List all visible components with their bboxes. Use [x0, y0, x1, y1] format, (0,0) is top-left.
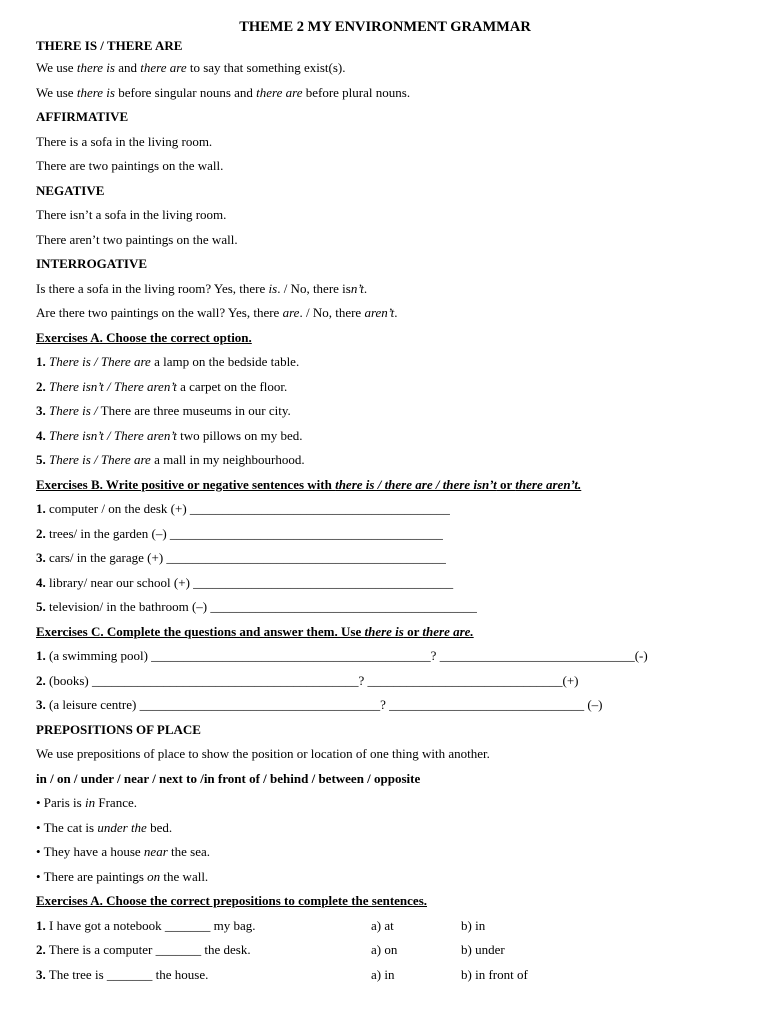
preposition-example: • They have a house near the sea. — [36, 844, 210, 859]
option-a: a) in — [371, 966, 395, 982]
preposition-example: • Paris is in France. — [36, 795, 137, 810]
prepositions-description: We use prepositions of place to show the position or location of one thing with another. — [36, 746, 490, 761]
preposition-example: • There are paintings on the wall. — [36, 868, 209, 884]
exercise-b-item: 2. trees/ in the garden (–) __________________________________________ — [36, 525, 443, 541]
exercise-prepositions-item: 1. I have got a notebook _______ my bag. a) at b) in — [36, 914, 736, 939]
exercise-a-item: 5. There is / There are a mall in my neighbourhood. — [36, 452, 305, 467]
exercise-a-item: 4. There isn’t / There aren’t two pillows on my bed. — [36, 427, 303, 443]
exercise-c-heading: Exercises C. Complete the questions and answer them. Use there is or there are. — [36, 623, 474, 639]
prepositions-list: in / on / under / near / next to /in front of / behind / between / opposite — [36, 770, 421, 786]
exercise-b-item: 5. television/ in the bathroom (–) _________________________________________ — [36, 599, 477, 614]
exercise-b-item: 1. computer / on the desk (+) ________________________________________ — [36, 501, 450, 516]
exercise-a-item: 1. There is / There are a lamp on the bedside table. — [36, 354, 300, 369]
section-heading-there-is: THERE IS / THERE ARE — [36, 38, 183, 53]
prepositions-heading: PREPOSITIONS OF PLACE — [36, 721, 201, 737]
exercise-a-item: 3. There is / There are three museums in our city. — [36, 403, 291, 418]
page-title: THEME 2 MY ENVIRONMENT GRAMMAR — [239, 19, 531, 35]
exercise-c-item: 1. (a swimming pool) ___________________________________________? ______________________________(-) — [36, 648, 648, 663]
option-a: a) on — [371, 942, 398, 957]
interrogative-example-1: Is there a sofa in the living room? Yes, there is. / No, there isn’t. — [36, 280, 368, 296]
exercise-c-item: 3. (a leisure centre) _____________________________________? ______________________________ (–) — [36, 697, 603, 712]
negative-example-2: There aren’t two paintings on the wall. — [36, 231, 238, 247]
exercise-a-heading: Exercises A. Choose the correct option. — [36, 329, 252, 345]
affirmative-example-1: There is a sofa in the living room. — [36, 133, 213, 149]
rule-line-2: We use there is before singular nouns and there are before plural nouns. — [36, 84, 411, 100]
option-a: a) at — [371, 917, 394, 933]
exercise-b-item: 4. library/ near our school (+) ________________________________________ — [36, 574, 454, 590]
negative-heading: NEGATIVE — [36, 182, 105, 198]
option-b: b) under — [461, 942, 505, 957]
exercise-prepositions-item: 3. The tree is _______ the house. a) in b) in front of — [36, 963, 736, 988]
affirmative-example-2: There are two paintings on the wall. — [36, 158, 224, 173]
exercise-prepositions-item: 2. There is a computer _______ the desk. a) on b) under — [36, 938, 736, 963]
exercise-a-item: 2. There isn’t / There aren’t a carpet on the floor. — [36, 378, 288, 394]
interrogative-heading: INTERROGATIVE — [36, 256, 148, 271]
rule-line-1: We use there is and there are to say that something exist(s). — [36, 60, 346, 75]
exercise-b-heading: Exercises B. Write positive or negative sentences with there is / there are / there isn’t or there aren’t. — [36, 476, 582, 492]
option-b: b) in — [461, 917, 486, 933]
preposition-example: • The cat is under the bed. — [36, 819, 173, 835]
interrogative-example-2: Are there two paintings on the wall? Yes, there are. / No, there aren’t. — [36, 305, 398, 320]
exercise-b-item: 3. cars/ in the garage (+) ___________________________________________ — [36, 550, 446, 565]
negative-example-1: There isn’t a sofa in the living room. — [36, 207, 227, 222]
exercise-prepositions-heading: Exercises A. Choose the correct prepositions to complete the sentences. — [36, 893, 428, 908]
exercise-c-item: 2. (books) _________________________________________? ______________________________(+) — [36, 672, 579, 688]
affirmative-heading: AFFIRMATIVE — [36, 109, 129, 124]
option-b: b) in front of — [461, 966, 528, 982]
